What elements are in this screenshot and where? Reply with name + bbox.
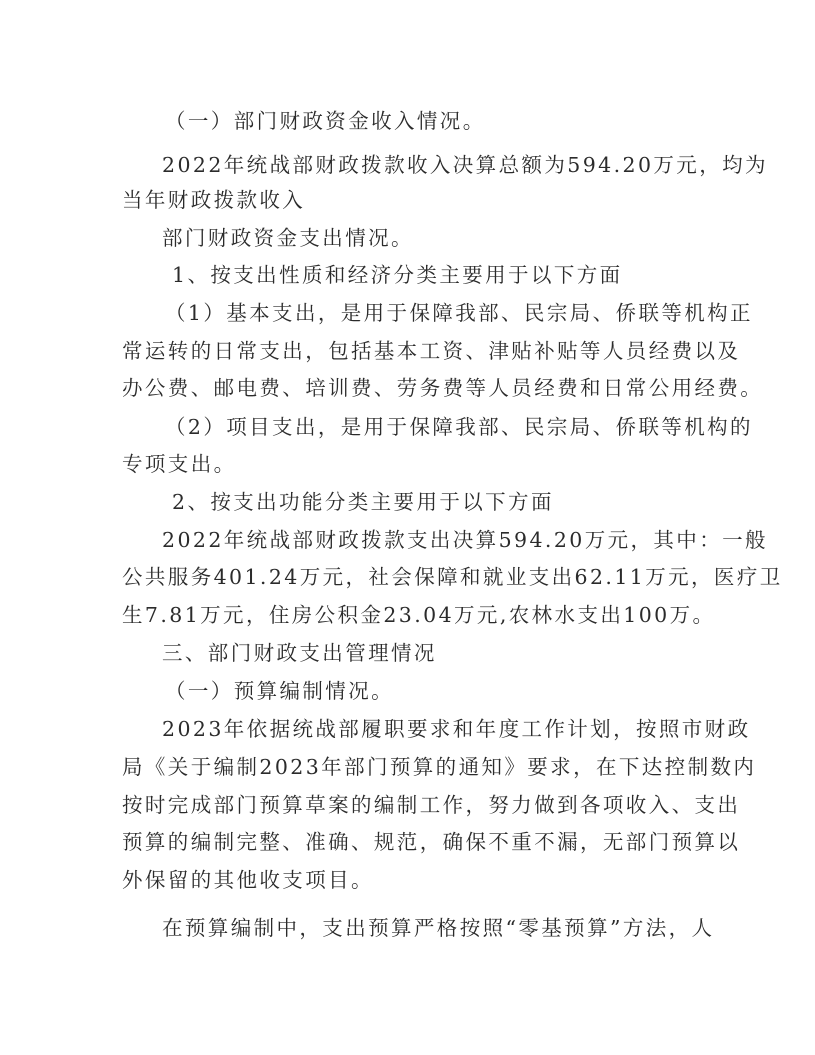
subheading-functional-classification: 2、按支出功能分类主要用于以下方面 [172,490,554,514]
paragraph-line: （1）基本支出，是用于保障我部、民宗局、侨联等机构正 [165,301,753,325]
section-heading-management: 三、部门财政支出管理情况 [162,641,437,665]
paragraph-line: 专项支出。 [122,452,237,476]
section-heading-expenditure: 部门财政资金支出情况。 [162,226,414,250]
paragraph-line: 在预算编制中，支出预算严格按照“零基预算”方法，人 [162,916,715,940]
section-heading-income: （一）部门财政资金收入情况。 [165,109,486,133]
paragraph-line: 公共服务401.24万元，社会保障和就业支出62.11万元，医疗卫 [122,565,783,589]
paragraph-line: 2022年统战部财政拨款支出决算594.20万元，其中：一般 [162,528,768,552]
paragraph-line: 按时完成部门预算草案的编制工作，努力做到各项收入、支出 [122,793,741,817]
paragraph-line: 生7.81万元，住房公积金23.04万元,农林水支出100万。 [122,603,716,627]
paragraph-line: 办公费、邮电费、培训费、劳务费等人员经费和日常公用经费。 [122,376,764,400]
subheading-budget-preparation: （一）预算编制情况。 [165,679,394,703]
paragraph-line: 2022年统战部财政拨款收入决算总额为594.20万元，均为 [162,153,768,177]
paragraph-line: 预算的编制完整、准确、规范，确保不重不漏，无部门预算以 [122,830,741,854]
paragraph-line: 当年财政拨款收入 [122,188,306,212]
paragraph-line: 外保留的其他收支项目。 [122,868,374,892]
subheading-economic-classification: 1、按支出性质和经济分类主要用于以下方面 [172,263,623,287]
paragraph-line: 常运转的日常支出，包括基本工资、津贴补贴等人员经费以及 [122,339,741,363]
paragraph-line: 局《关于编制2023年部门预算的通知》要求，在下达控制数内 [122,755,757,779]
paragraph-line: 2023年依据统战部履职要求和年度工作计划，按照市财政 [162,717,751,741]
paragraph-line: （2）项目支出，是用于保障我部、民宗局、侨联等机构的 [165,415,753,439]
